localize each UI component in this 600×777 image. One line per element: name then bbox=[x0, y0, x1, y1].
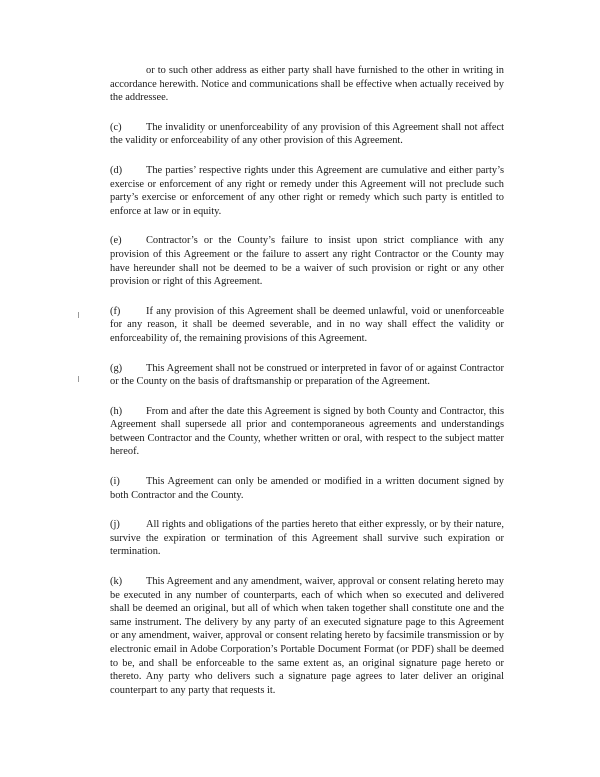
clause-f bbox=[110, 305, 504, 346]
clause-text: This Agreement shall not be construed or interpreted in favor of or against Contractor or the County on the basis of draftsmanship or preparation of the Agreement. bbox=[110, 362, 504, 388]
clause-label: (j) bbox=[110, 519, 120, 531]
clause-g bbox=[110, 362, 504, 389]
clause-h bbox=[110, 405, 504, 459]
clause-label: (c) bbox=[110, 121, 122, 133]
clause-label: (h) bbox=[110, 405, 123, 417]
clause-label: (g) bbox=[110, 362, 123, 374]
margin-mark bbox=[78, 312, 79, 318]
clause-text: If any provision of this Agreement shall be deemed unlawful, void or unenforceable for any reason, it shall be deemed severable, and in no way shall effect the validity or enforceability of, the remaining provisions of this Agreement. bbox=[110, 305, 504, 344]
clause-e bbox=[110, 234, 504, 288]
clause-text: From and after the date this Agreement is signed by both County and Contractor, this Agreement shall supersede all prior and contemporaneous agreements and understandings between Contractor and the County, whether written or oral, with respect to the subject matter hereof. bbox=[110, 405, 504, 458]
clause-label: (e) bbox=[110, 235, 122, 247]
clause-c bbox=[110, 121, 504, 148]
margin-mark bbox=[78, 376, 79, 382]
clause-text: The invalidity or unenforceability of any provision of this Agreement shall not affect the validity or enforceability of any other provision of this Agreement. bbox=[110, 121, 504, 147]
clause-text: This Agreement and any amendment, waiver, approval or consent relating hereto may be executed in any number of counterparts, each of which when so executed and delivered shall be deemed an original, but all of which when taken together shall constitute one and the same instrument. The delivery by any party of an executed signature page to this Agreement or any amendment, waiver, approval or consent relating hereto by facsimile transmission or by electronic email in Adobe Corporation’s Portable Document Format (or PDF) shall be deemed to be, and shall be enforceable to the same extent as, an original signature page hereto or thereto. Any party who delivers such a signature page agrees to later deliver an original counterpart to any party that requests it. bbox=[110, 576, 504, 696]
clause-d bbox=[110, 164, 504, 218]
clause-label: (k) bbox=[110, 576, 123, 588]
clause-text: This Agreement can only be amended or modified in a written document signed by both Contractor and the County. bbox=[110, 476, 504, 501]
clause-i bbox=[110, 475, 504, 502]
clause-text: Contractor’s or the County’s failure to insist upon strict compliance with any provision of this Agreement or the failure to assert any right Contractor or the County may have hereunder shall not be deemed to be a waiver of such provision or right or any other provision or right of this Agreement. bbox=[110, 235, 504, 288]
clause-k bbox=[110, 575, 504, 697]
clause-text: All rights and obligations of the parties hereto that either expressly, or by their nature, survive the expiration or termination of this Agreement shall survive such expiration or termination. bbox=[110, 519, 504, 558]
clause-label: (d) bbox=[110, 164, 123, 176]
clause-text: The parties’ respective rights under this Agreement are cumulative and either party’s exercise or enforcement of any right or remedy under this Agreement will not preclude such party’s exercise or enforcement of any other right or remedy which such party is entitled to enforce at law or in equity. bbox=[110, 164, 504, 217]
clause-j bbox=[110, 518, 504, 559]
clause-label: (i) bbox=[110, 476, 120, 488]
clause-label: (f) bbox=[110, 305, 121, 317]
document-body bbox=[110, 64, 504, 713]
continuation-paragraph: or to such other address as either party shall have furnished to the other in writing in accordance herewith. Notice and communications shall be effective when actually received by the addressee. bbox=[110, 65, 504, 104]
